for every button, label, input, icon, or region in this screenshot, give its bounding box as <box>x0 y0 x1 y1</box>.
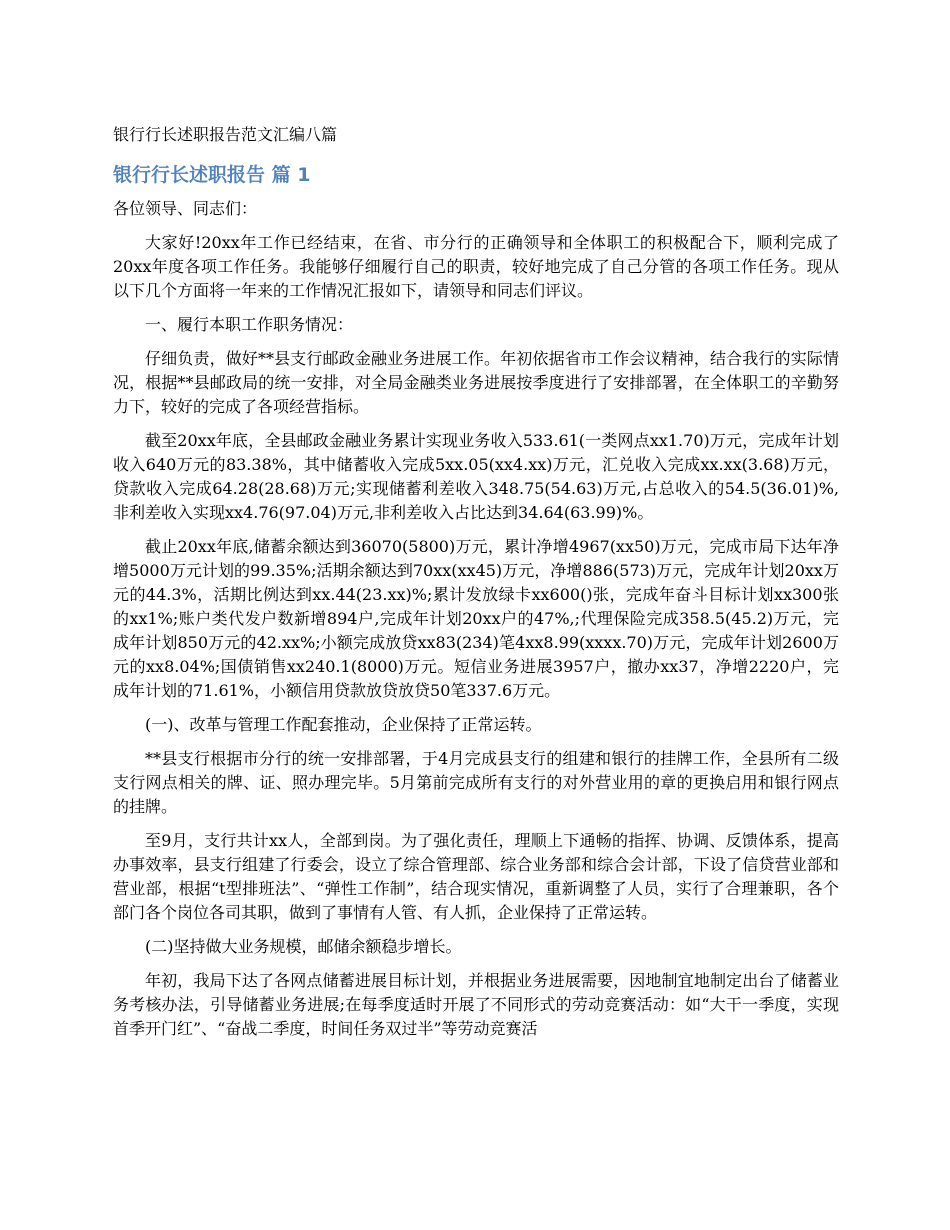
paragraph-greeting: 大家好!20xx年工作已经结束，在省、市分行的正确领导和全体职工的积极配合下，顺利完成了20xx年度各项工作任务。我能够仔细履行自己的职责，较好地完成了自己分管的各项工作任务。现从以下几个方面将一年来的工作情况汇报如下，请领导和同志们评议。 <box>113 233 839 300</box>
salutation: 各位领导、同志们： <box>113 199 258 218</box>
document-page <box>113 123 839 1051</box>
paragraph-duties: 仔细负责，做好**县支行邮政金融业务进展工作。年初依据省市工作会议精神，结合我行的实际情况，根据**县邮政局的统一安排，对全局金融类业务进展按季度进行了安排部署，在全体职工的辛勤努力下，较好的完成了各项经营指标。 <box>113 349 839 416</box>
document-title: 银行行长述职报告范文汇编八篇 <box>113 125 338 144</box>
paragraph-reform: **县支行根据市分行的统一安排部署，于4月完成县支行的组建和银行的挂牌工作，全县所有二级支行网点相关的牌、证、照办理完毕。5月第前完成所有支行的对外营业用的章的更换启用和银行网点的挂牌。 <box>113 749 839 816</box>
section-heading: 银行行长述职报告 篇 1 <box>113 164 311 186</box>
paragraph-deposits: 截止20xx年底,储蓄余额达到36070(5800)万元，累计净增4967(xx50)万元，完成市局下达年净增5000万元计划的99.35%;活期余额达到70xx(xx45)万元，净增886(573)万元，完成年计划20xx万元的44.3%，活期比例达到xx.44(23.xx)%;累计发放绿卡xx600()张，完成年奋斗目标计划xx300张的xx1%;账户类代发户数新增894户,完成年计划20xx户的47%,;代理保险完成358.5(45.2)万元，完成年计划850万元的42.xx%;小额完成放贷xx83(234)笔4xx8.99(xxxx.70)万元，完成年计划2600万元的xx8.04%;国债销售xx240.1(8000)万元。短信业务进展3957户，撤办xx37，净增2220户，完成年计划的71.61%，小额信用贷款放贷放贷50笔337.6万元。 <box>113 537 839 700</box>
paragraph-subsection-two: (二)坚持做大业务规模，邮储余额稳步增长。 <box>145 937 462 956</box>
paragraph-targets: 年初，我局下达了各网点储蓄进展目标计划，并根据业务进展需要，因地制宜地制定出台了储蓄业务考核办法，引导储蓄业务进展;在每季度适时开展了不同形式的劳动竞赛活动：如“大干一季度，实现首季开门红”、“奋战二季度，时间任务双过半”等劳动竞赛活 <box>113 971 839 1038</box>
paragraph-revenue: 截至20xx年底，全县邮政金融业务累计实现业务收入533.61(一类网点xx1.70)万元，完成年计划收入640万元的83.38%，其中储蓄收入完成5xx.05(xx4.xx)万元，汇兑收入完成xx.xx(3.68)万元，贷款收入完成64.28(28.68)万元;实现储蓄利差收入348.75(54.63)万元,占总收入的54.5(36.01)%,非利差收入实现xx4.76(97.04)万元,非利差收入占比达到34.64(63.99)%。 <box>113 431 839 522</box>
paragraph-section-one: 一、履行本职工作职务情况： <box>145 315 354 334</box>
paragraph-staffing: 至9月，支行共计xx人，全部到岗。为了强化责任，理顺上下通畅的指挥、协调、反馈体系，提高办事效率，县支行组建了行委会，设立了综合管理部、综合业务部和综合会计部，下设了信贷营业部和营业部，根据“t型排班法”、“弹性工作制”，结合现实情况，重新调整了人员，实行了合理兼职，各个部门各个岗位各司其职，做到了事情有人管、有人抓，企业保持了正常运转。 <box>113 831 839 922</box>
paragraph-subsection-one: (一)、改革与管理工作配套推动，企业保持了正常运转。 <box>145 715 542 734</box>
